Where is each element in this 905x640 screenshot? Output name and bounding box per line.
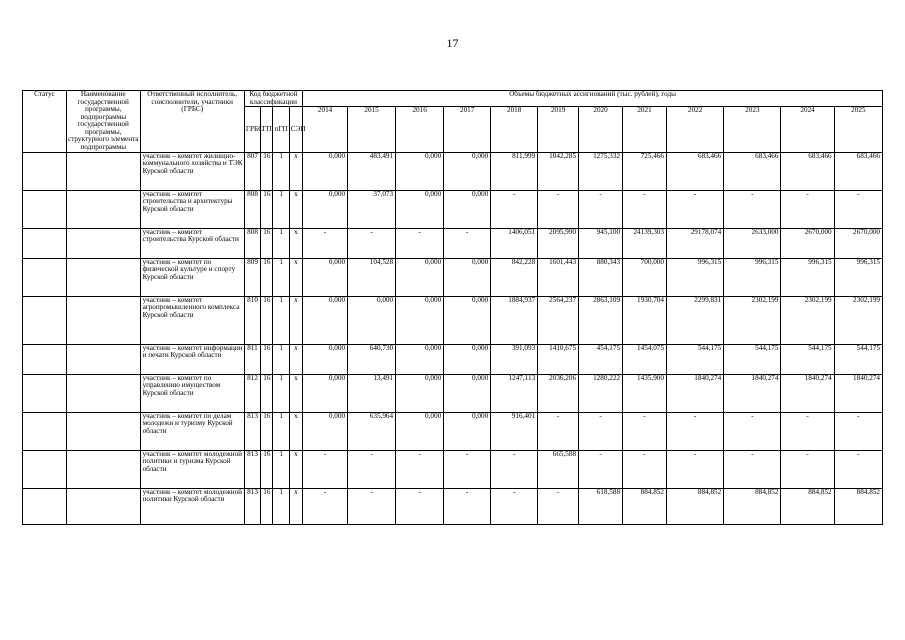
amount-cell: 996,315	[834, 258, 882, 296]
amount-cell: 2036,206	[538, 374, 579, 412]
status-cell	[23, 450, 67, 488]
program-name-cell	[66, 374, 140, 412]
amount-cell: -	[303, 450, 348, 488]
amount-cell: 0,000	[303, 152, 348, 190]
budget-code-cell: 16	[261, 296, 273, 344]
status-cell	[23, 152, 67, 190]
executor-cell: участник – комитет жилищно-коммунального хозяйства и ТЭК Курской области	[140, 152, 244, 190]
amount-cell: -	[666, 450, 723, 488]
budget-code-cell: 16	[261, 488, 273, 524]
budget-code-cell: 1	[273, 412, 289, 450]
amount-cell: -	[396, 488, 444, 524]
budget-code-cell: 1	[273, 152, 289, 190]
amount-cell: 884,852	[781, 488, 834, 524]
amount-cell: -	[303, 228, 348, 258]
amount-cell: -	[303, 488, 348, 524]
amount-cell: 884,852	[724, 488, 781, 524]
amount-cell: 0,000	[444, 374, 491, 412]
amount-cell: 1840,274	[724, 374, 781, 412]
amount-cell: -	[724, 190, 781, 228]
amount-cell: 104,528	[348, 258, 396, 296]
amount-cell: 454,175	[579, 344, 623, 374]
table-row	[23, 296, 883, 344]
header-program-name: Наименование государственной программы, подпрограммы государственной программы, структурного элемента подпрограммы	[68, 90, 139, 151]
budget-code-cell: 1	[273, 296, 289, 344]
amount-cell: 1840,274	[781, 374, 834, 412]
amount-cell: 1042,285	[538, 152, 579, 190]
budget-code-cell: 16	[261, 450, 273, 488]
amount-cell: 2633,000	[724, 228, 781, 258]
amount-cell: -	[491, 488, 538, 524]
executor-cell: участник – комитет молодежной политики и туризма Курской области	[140, 450, 244, 488]
table-row	[23, 412, 883, 450]
budget-code-cell: х	[289, 296, 302, 344]
amount-cell: -	[444, 228, 491, 258]
amount-cell: 544,175	[724, 344, 781, 374]
budget-code-cell: 1	[273, 450, 289, 488]
executor-cell: участник – комитет молодежной политики Курской области	[140, 488, 244, 524]
amount-cell: 683,466	[666, 152, 723, 190]
budget-code-cell: 1	[273, 488, 289, 524]
amount-cell: 996,315	[724, 258, 781, 296]
budget-code-cell: 807	[244, 152, 260, 190]
budget-code-cell: 1	[273, 228, 289, 258]
budget-code-cell: х	[289, 450, 302, 488]
table-row	[23, 228, 883, 258]
program-name-cell	[66, 228, 140, 258]
amount-cell: -	[538, 190, 579, 228]
amount-cell: 1884,937	[491, 296, 538, 344]
amount-cell: -	[623, 412, 667, 450]
amount-cell: 884,852	[834, 488, 882, 524]
amount-cell: 2299,831	[666, 296, 723, 344]
amount-cell: 0,000	[396, 190, 444, 228]
status-cell	[23, 228, 67, 258]
executor-cell: участник – комитет по физической культуре и спорту Курской области	[140, 258, 244, 296]
header-code-gp: ГП	[261, 107, 273, 152]
program-name-cell	[66, 488, 140, 524]
budget-code-cell: 16	[261, 412, 273, 450]
budget-code-cell: х	[289, 412, 302, 450]
budget-code-cell: 808	[244, 228, 260, 258]
amount-cell: -	[538, 488, 579, 524]
amount-cell: 0,000	[444, 296, 491, 344]
amount-cell: 2095,990	[538, 228, 579, 258]
budget-code-cell: 808	[244, 190, 260, 228]
header-year: 2014	[303, 107, 348, 152]
amount-cell: 1280,222	[579, 374, 623, 412]
amount-cell: 884,852	[666, 488, 723, 524]
budget-code-cell: 813	[244, 450, 260, 488]
amount-cell: 725,466	[623, 152, 667, 190]
amount-cell: 0,000	[303, 296, 348, 344]
header-year: 2021	[623, 107, 667, 152]
budget-code-cell: 809	[244, 258, 260, 296]
table-row	[23, 190, 883, 228]
executor-cell: участник – комитет по делам молодежи и туризму Курской области	[140, 412, 244, 450]
amount-cell: -	[396, 450, 444, 488]
header-year: 2016	[396, 107, 444, 152]
program-name-cell	[66, 152, 140, 190]
amount-cell: 842,228	[491, 258, 538, 296]
budget-code-cell: 16	[261, 344, 273, 374]
amount-cell: 544,175	[781, 344, 834, 374]
amount-cell: -	[724, 450, 781, 488]
budget-code-cell: 16	[261, 152, 273, 190]
amount-cell: 683,466	[724, 152, 781, 190]
amount-cell: 1930,704	[623, 296, 667, 344]
amount-cell: -	[724, 412, 781, 450]
header-code-grbs: ГРБС	[244, 107, 260, 152]
budget-code-cell: х	[289, 228, 302, 258]
amount-cell: -	[623, 190, 667, 228]
budget-code-cell: х	[289, 258, 302, 296]
amount-cell: -	[491, 190, 538, 228]
budget-code-cell: х	[289, 152, 302, 190]
amount-cell: 2564,237	[538, 296, 579, 344]
amount-cell: 880,343	[579, 258, 623, 296]
amount-cell: -	[538, 412, 579, 450]
amount-cell: 0,000	[444, 412, 491, 450]
budget-code-cell: х	[289, 374, 302, 412]
amount-cell: 1435,900	[623, 374, 667, 412]
amount-cell: 1247,113	[491, 374, 538, 412]
status-cell	[23, 258, 67, 296]
amount-cell: -	[781, 412, 834, 450]
header-code-pgp: пГП	[273, 107, 289, 152]
amount-cell: 945,100	[579, 228, 623, 258]
amount-cell: -	[444, 450, 491, 488]
status-cell	[23, 344, 67, 374]
amount-cell: 0,000	[396, 258, 444, 296]
header-budget-code: Код бюджетной классификации	[244, 91, 302, 107]
header-executor: Ответственный исполнитель, соисполнители, участники (ГРБС)	[140, 91, 244, 153]
amount-cell: 0,000	[396, 296, 444, 344]
amount-cell: -	[348, 450, 396, 488]
amount-cell: 0,000	[444, 190, 491, 228]
table-row	[23, 152, 883, 190]
amount-cell: -	[579, 412, 623, 450]
table-row	[23, 258, 883, 296]
amount-cell: 618,588	[579, 488, 623, 524]
header-year: 2023	[724, 107, 781, 152]
table-row	[23, 488, 883, 524]
budget-code-cell: 1	[273, 190, 289, 228]
amount-cell: 2670,000	[834, 228, 882, 258]
amount-cell: 0,000	[396, 374, 444, 412]
amount-cell: 24139,303	[623, 228, 667, 258]
header-year: 2024	[781, 107, 834, 152]
status-cell	[23, 190, 67, 228]
budget-code-cell: 812	[244, 374, 260, 412]
header-year: 2022	[666, 107, 723, 152]
budget-code-cell: 16	[261, 374, 273, 412]
amount-cell: 29178,074	[666, 228, 723, 258]
amount-cell: 2670,000	[781, 228, 834, 258]
budget-table	[22, 90, 883, 525]
amount-cell: 391,093	[491, 344, 538, 374]
budget-code-cell: 1	[273, 344, 289, 374]
header-code-sep: СЭП	[289, 107, 302, 152]
table-row	[23, 374, 883, 412]
header-year: 2025	[834, 107, 882, 152]
status-cell	[23, 412, 67, 450]
executor-cell: участник – комитет информации и печати Курской области	[140, 344, 244, 374]
amount-cell: -	[834, 190, 882, 228]
amount-cell: 1275,332	[579, 152, 623, 190]
program-name-cell	[66, 450, 140, 488]
amount-cell: 0,000	[303, 374, 348, 412]
header-status: Статус	[23, 91, 67, 153]
table-body	[23, 152, 883, 524]
amount-cell: -	[834, 412, 882, 450]
executor-cell: участник – комитет агропромышленного комплекса Курской области	[140, 296, 244, 344]
amount-cell: 996,315	[666, 258, 723, 296]
amount-cell: -	[579, 190, 623, 228]
amount-cell: 996,315	[781, 258, 834, 296]
budget-code-cell: 1	[273, 258, 289, 296]
amount-cell: 683,466	[781, 152, 834, 190]
amount-cell: 13,491	[348, 374, 396, 412]
amount-cell: 544,175	[834, 344, 882, 374]
amount-cell: 1410,675	[538, 344, 579, 374]
executor-cell: участник – комитет строительства Курской области	[140, 228, 244, 258]
amount-cell: -	[666, 190, 723, 228]
amount-cell: -	[396, 228, 444, 258]
amount-cell: 640,730	[348, 344, 396, 374]
amount-cell: -	[781, 450, 834, 488]
amount-cell: 0,000	[396, 412, 444, 450]
page-number: 17	[446, 36, 459, 50]
status-cell	[23, 374, 67, 412]
amount-cell: 0,000	[303, 412, 348, 450]
amount-cell: 483,491	[348, 152, 396, 190]
amount-cell: -	[781, 190, 834, 228]
amount-cell: 0,000	[303, 258, 348, 296]
amount-cell: -	[666, 412, 723, 450]
budget-code-cell: 810	[244, 296, 260, 344]
amount-cell: -	[348, 228, 396, 258]
amount-cell: 2302,199	[724, 296, 781, 344]
amount-cell: 2302,199	[781, 296, 834, 344]
amount-cell: -	[623, 450, 667, 488]
amount-cell: -	[834, 450, 882, 488]
table-row	[23, 344, 883, 374]
table-row	[23, 450, 883, 488]
budget-code-cell: 813	[244, 488, 260, 524]
amount-cell: 916,401	[491, 412, 538, 450]
amount-cell: 665,588	[538, 450, 579, 488]
executor-cell: участник – комитет по управлению имуществом Курской области	[140, 374, 244, 412]
amount-cell: 1840,274	[666, 374, 723, 412]
program-name-cell	[66, 258, 140, 296]
amount-cell: 0,000	[444, 152, 491, 190]
amount-cell: 884,852	[623, 488, 667, 524]
amount-cell: 0,000	[303, 190, 348, 228]
amount-cell: -	[491, 450, 538, 488]
amount-cell: 0,000	[444, 258, 491, 296]
status-cell	[23, 296, 67, 344]
budget-code-cell: х	[289, 488, 302, 524]
amount-cell: 700,000	[623, 258, 667, 296]
amount-cell: 0,000	[396, 152, 444, 190]
amount-cell: -	[444, 488, 491, 524]
amount-cell: 1601,443	[538, 258, 579, 296]
amount-cell: 2863,109	[579, 296, 623, 344]
amount-cell: 544,175	[666, 344, 723, 374]
amount-cell: 0,000	[348, 296, 396, 344]
amount-cell: -	[579, 450, 623, 488]
executor-cell: участник – комитет строительства и архитектуры Курской области	[140, 190, 244, 228]
budget-code-cell: 811	[244, 344, 260, 374]
header-volumes: Объемы бюджетных ассигнований (тыс. рублей), годы	[303, 91, 883, 107]
header-year: 2017	[444, 107, 491, 152]
amount-cell: 683,466	[834, 152, 882, 190]
program-name-cell	[66, 344, 140, 374]
budget-code-cell: 16	[261, 258, 273, 296]
amount-cell: 635,964	[348, 412, 396, 450]
budget-code-cell: 16	[261, 228, 273, 258]
amount-cell: 0,000	[444, 344, 491, 374]
program-name-cell	[66, 190, 140, 228]
header-year: 2020	[579, 107, 623, 152]
amount-cell: 37,073	[348, 190, 396, 228]
header-year: 2015	[348, 107, 396, 152]
status-cell	[23, 488, 67, 524]
header-year: 2018	[491, 107, 538, 152]
program-name-cell	[66, 412, 140, 450]
amount-cell: -	[348, 488, 396, 524]
amount-cell: 1406,051	[491, 228, 538, 258]
amount-cell: 0,000	[396, 344, 444, 374]
amount-cell: 811,999	[491, 152, 538, 190]
budget-code-cell: 16	[261, 190, 273, 228]
amount-cell: 1454,075	[623, 344, 667, 374]
amount-cell: 2302,199	[834, 296, 882, 344]
amount-cell: 0,000	[303, 344, 348, 374]
budget-code-cell: х	[289, 344, 302, 374]
budget-code-cell: х	[289, 190, 302, 228]
budget-code-cell: 1	[273, 374, 289, 412]
amount-cell: 1840,274	[834, 374, 882, 412]
program-name-cell	[66, 296, 140, 344]
budget-code-cell: 813	[244, 412, 260, 450]
header-year: 2019	[538, 107, 579, 152]
